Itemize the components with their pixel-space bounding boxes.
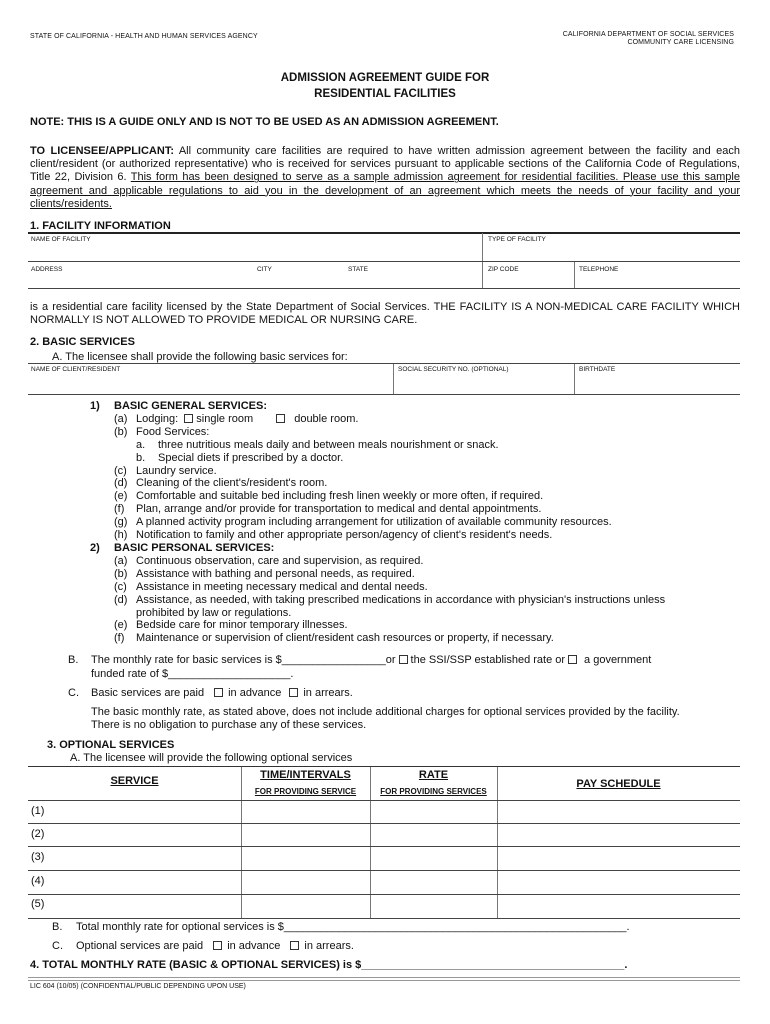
zip-label: ZIP CODE [488, 266, 519, 273]
table-row-rule [28, 823, 740, 824]
pay-schedule-column-header: PAY SCHEDULE [576, 778, 661, 790]
field-divider [393, 364, 394, 394]
agency-header: STATE OF CALIFORNIA - HEALTH AND HUMAN SERVICES AGENCY [30, 33, 258, 40]
basic-arrears-checkbox[interactable] [289, 688, 298, 697]
telephone-label: TELEPHONE [579, 266, 619, 273]
intro-underlined-text: This form has been designed to serve as a sample admission agreement for residential facilities. Please use this sample agreement and applicable regulations to aid you in the development of an agreement which meets the needs of your facility and your clients/residents. [30, 171, 740, 210]
department-header [563, 31, 734, 47]
title-line-2: RESIDENTIAL FACILITIES [314, 88, 456, 100]
personal-service-item: (b) Assistance with bathing and personal needs, as required. [114, 567, 415, 580]
field-divider [574, 364, 575, 394]
footer-rule [28, 980, 740, 981]
basic-services-intro: A. The licensee shall provide the following basic services for: [52, 351, 348, 363]
total-monthly-rate-field[interactable]: 4. TOTAL MONTHLY RATE (BASIC & OPTIONAL SERVICES) is $___________________________________________. [30, 959, 628, 971]
service-column-header: SERVICE [110, 775, 159, 787]
table-row[interactable]: (5) [31, 898, 45, 910]
personal-services-heading: 2) BASIC PERSONAL SERVICES: [90, 541, 275, 554]
personal-service-item: (a) Continuous observation, care and supervision, as required. [114, 554, 424, 567]
table-bottom-rule [28, 918, 740, 919]
table-row[interactable]: (3) [31, 851, 45, 863]
government-rate-checkbox[interactable] [568, 655, 577, 664]
general-service-item: (g) A planned activity program including arrangement for utilization of available community resources. [114, 516, 612, 529]
field-rule [28, 394, 740, 395]
state-label: STATE [348, 266, 368, 273]
personal-service-item: (e) Bedside care for minor temporary illnesses. [114, 619, 348, 632]
table-row-rule [28, 894, 740, 895]
single-room-checkbox[interactable] [184, 414, 193, 423]
field-divider [482, 262, 483, 288]
time-column-header: TIME/INTERVALS [260, 769, 351, 781]
table-row-rule [28, 800, 740, 801]
table-top-rule [28, 766, 740, 767]
intro-paragraph [30, 145, 740, 211]
optional-total-field[interactable]: Total monthly rate for optional services is $________________________________________________________. [76, 921, 630, 933]
optional-advance-checkbox[interactable] [213, 941, 222, 950]
personal-service-item: (c) Assistance in meeting necessary medical and dental needs. [114, 580, 428, 593]
birthdate-label: BIRTHDATE [579, 366, 616, 373]
ssn-label: SOCIAL SECURITY NO. (OPTIONAL) [398, 366, 509, 373]
food-item: a. three nutritious meals daily and between meals nourishment or snack. [136, 438, 499, 451]
guide-note: NOTE: THIS IS A GUIDE ONLY AND IS NOT TO BE USED AS AN ADMISSION AGREEMENT. [30, 116, 499, 128]
department-line: CALIFORNIA DEPARTMENT OF SOCIAL SERVICES [562, 31, 734, 38]
form-number: LIC 604 (10/05) (CONFIDENTIAL/PUBLIC DEPENDING UPON USE) [30, 983, 246, 990]
basic-services-heading: 2. BASIC SERVICES [30, 336, 135, 348]
facility-type-label: TYPE OF FACILITY [488, 236, 546, 243]
lodging-row: (a) Lodging: single room double room. [114, 412, 359, 425]
client-name-label: NAME OF CLIENT/RESIDENT [31, 366, 121, 373]
optional-payment-row: C. Optional services are paid in advance in arrears. [52, 940, 354, 952]
personal-service-item: (f) Maintenance or supervision of client/resident cash resources or property, if necessary. [114, 632, 554, 645]
basic-payment-row: C. Basic services are paid in advance in arrears. [68, 687, 353, 699]
general-service-item: (h) Notification to family and other appropriate person/agency of client's resident's needs. [114, 529, 553, 542]
facility-statement: is a residential care facility licensed by the State Department of Social Services. THE FACILITY IS A NON-MEDICAL CARE FACILITY WHICH NORMALLY IS NOT ALLOWED TO PROVIDE MEDICAL OR NURSING CARE. [30, 301, 740, 327]
general-service-item: (e) Comfortable and suitable bed including fresh linen weekly or more often, if required. [114, 490, 544, 503]
ssi-ssp-checkbox[interactable] [399, 655, 408, 664]
optional-arrears-checkbox[interactable] [290, 941, 299, 950]
optional-services-intro: A. The licensee will provide the following optional services [70, 752, 353, 764]
table-row-rule [28, 870, 740, 871]
personal-service-item: (d) Assistance, as needed, with taking prescribed medications in accordance with physician's instructions unless [114, 593, 666, 606]
personal-service-item: prohibited by law or regulations. [136, 606, 292, 619]
field-rule [28, 261, 740, 262]
rate-disclaimer: The basic monthly rate, as stated above, does not include additional charges for optional services provided by the facility. There is no obligation to purchase any of these services. [91, 706, 680, 731]
address-label: ADDRESS [31, 266, 63, 273]
footer-rule [28, 977, 740, 978]
licensing-line: COMMUNITY CARE LICENSING [627, 39, 734, 46]
intro-text: All community care facilities are required to have written admission agreement between the facility and each client/resident (or authorized representative) who is received for services pursuant to applicable sections of the California Code of Regulations, Title 22, Division 6. [30, 145, 740, 184]
food-services-row: (b) Food Services: [114, 425, 210, 438]
general-service-item: (f) Plan, arrange and/or provide for transportation to medical and dental appointments. [114, 503, 542, 516]
field-divider [482, 233, 483, 261]
rate-column-subheader: FOR PROVIDING SERVICES [380, 787, 487, 796]
optional-total-row: B. Total monthly rate for optional services is $________________________________________________________. [52, 921, 630, 933]
general-service-item: (c) Laundry service. [114, 464, 217, 477]
optional-services-heading: 3. OPTIONAL SERVICES [47, 739, 175, 751]
facility-info-heading: 1. FACILITY INFORMATION [30, 220, 171, 232]
title-line-1: ADMISSION AGREEMENT GUIDE FOR [280, 72, 490, 84]
intro-lead: TO LICENSEE/APPLICANT: [30, 145, 174, 157]
field-rule [28, 288, 740, 289]
field-divider [574, 262, 575, 288]
funded-rate-field[interactable]: funded rate of $____________________. [91, 668, 294, 680]
table-row[interactable]: (2) [31, 828, 45, 840]
general-services-heading: 1) BASIC GENERAL SERVICES: [90, 400, 268, 412]
basic-services-list [90, 400, 750, 645]
rate-column-header: RATE [418, 769, 449, 781]
facility-name-label: NAME OF FACILITY [31, 236, 91, 243]
document-title [0, 70, 770, 102]
double-room-checkbox[interactable] [276, 414, 285, 423]
section-rule [28, 232, 740, 234]
city-label: CITY [257, 266, 272, 273]
table-row[interactable]: (4) [31, 875, 45, 887]
table-row[interactable]: (1) [31, 805, 45, 817]
table-row-rule [28, 846, 740, 847]
time-column-subheader: FOR PROVIDING SERVICE [254, 787, 357, 796]
general-service-item: (d) Cleaning of the client's/resident's room. [114, 477, 328, 490]
field-rule [28, 363, 740, 364]
basic-advance-checkbox[interactable] [214, 688, 223, 697]
food-item: b. Special diets if prescribed by a doctor. [136, 451, 344, 464]
monthly-rate-row: B. The monthly rate for basic services is $_________________or the SSI/SSP established rate or a government funded rate of $____________________. [68, 654, 652, 680]
monthly-rate-field[interactable]: The monthly rate for basic services is $_________________or [91, 654, 396, 666]
